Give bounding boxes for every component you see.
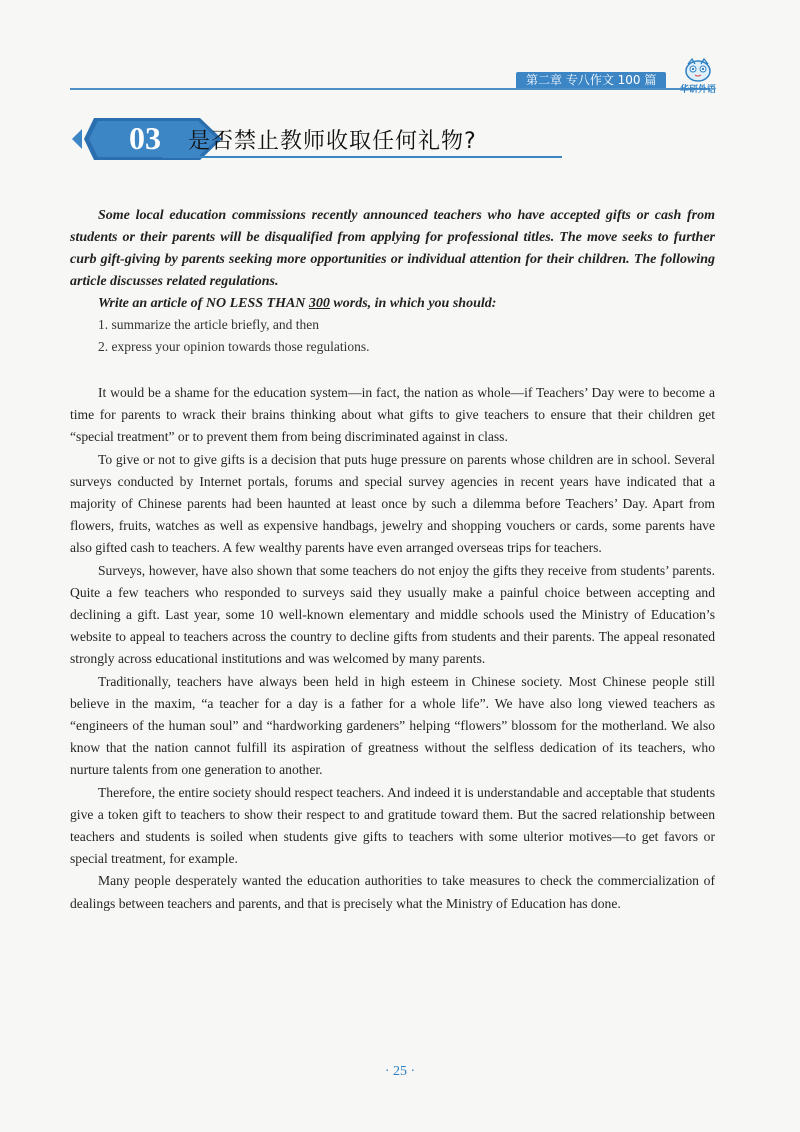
prompt-requirement bbox=[70, 293, 715, 315]
prompt-list bbox=[98, 314, 369, 358]
prompt-paragraph: Some local education commissions recently announced teachers who have accepted gifts or cash from students or their parents will be disqualified from applying for professional titles. The move seeks to further curb gift-giving by parents seeking more opportunities or individual attention for their children. The following article discusses related regulations. bbox=[70, 208, 715, 289]
logo-text: 华研外语 bbox=[679, 85, 716, 95]
list-item: 1. summarize the article briefly, and then bbox=[98, 317, 320, 332]
requirement-word-count: 300 bbox=[308, 296, 330, 311]
chapter-label: 第二章 专八作文 100 篇 bbox=[516, 72, 666, 88]
essay-paragraph: Many people desperately wanted the education authorities to take measures to check the commercialization of dealings between teachers and parents, and that is precisely what the Ministry of Education has done. bbox=[70, 873, 715, 911]
writing-prompt bbox=[70, 205, 715, 315]
essay-paragraph: It would be a shame for the education system—in fact, the nation as whole—if Teachers’ Day were to become a time for parents to wrack their brains thinking about what gifts to give teachers to ensure that their children get “special treatment” or to prevent them from being discriminated against in class. bbox=[70, 385, 715, 445]
essay-paragraph: Surveys, however, have also shown that some teachers do not enjoy the gifts they receive from students’ parents. Quite a few teachers who responded to surveys said they usually make a painful choice between accepting and declining a gift. Last year, some 10 well-known elementary and middle schools used the Ministry of Education’s website to appeal to teachers across the country to decline gifts from students and their parents. The appeal resonated strongly across educational institutions and was welcomed by many parents. bbox=[70, 562, 715, 667]
list-item: 2. express your opinion towards those regulations. bbox=[98, 339, 370, 354]
essay-paragraph: Therefore, the entire society should respect teachers. And indeed it is understandable and acceptable that students give a token gift to teachers to show their respect to and gratitude toward them. But the sacred relationship between teachers and students is soiled when students give gifts to teachers with some ulterior motives—to get favors or special treatment, for example. bbox=[70, 784, 715, 867]
section-title bbox=[62, 116, 702, 162]
requirement-after: words, in which you should: bbox=[329, 296, 497, 311]
section-heading: 是否禁止教师收取任何礼物? bbox=[188, 129, 477, 154]
essay-paragraph: To give or not to give gifts is a decision that puts huge pressure on parents whose children are in school. Several surveys conducted by Internet portals, forums and special survey agencies in recent years have indicated that a majority of Chinese parents had been haunted at least once by such a dilemma before Teachers’ Day. Apart from flowers, fruits, watches as well as expensive handbags, jewelry and shopping vouchers or cards, some parents have also gifted cash to teachers. A few wealthy parents have even arranged overseas trips for teachers. bbox=[70, 451, 715, 556]
publisher-logo bbox=[668, 56, 728, 96]
requirement-before: Write an article of NO LESS THAN bbox=[98, 296, 309, 311]
title-underline bbox=[162, 156, 562, 158]
section-number: 03 bbox=[129, 120, 161, 156]
essay-paragraph: Traditionally, teachers have always been held in high esteem in Chinese society. Most Chinese people still believe in the maxim, “a teacher for a day is a father for a whole life”. We have also long viewed teachers as “engineers of the human soul” and “hardworking gardeners” helping “flowers” blossom for the motherland. We also know that the nation cannot fulfill its aspiration of greatness without the selfless dedication of its teachers, who nurture talents from one generation to another. bbox=[70, 673, 715, 778]
page-number: · 25 · bbox=[384, 1064, 416, 1079]
header-rule bbox=[70, 88, 710, 90]
essay-body bbox=[70, 382, 715, 915]
logo-mascot-icon bbox=[668, 56, 728, 84]
